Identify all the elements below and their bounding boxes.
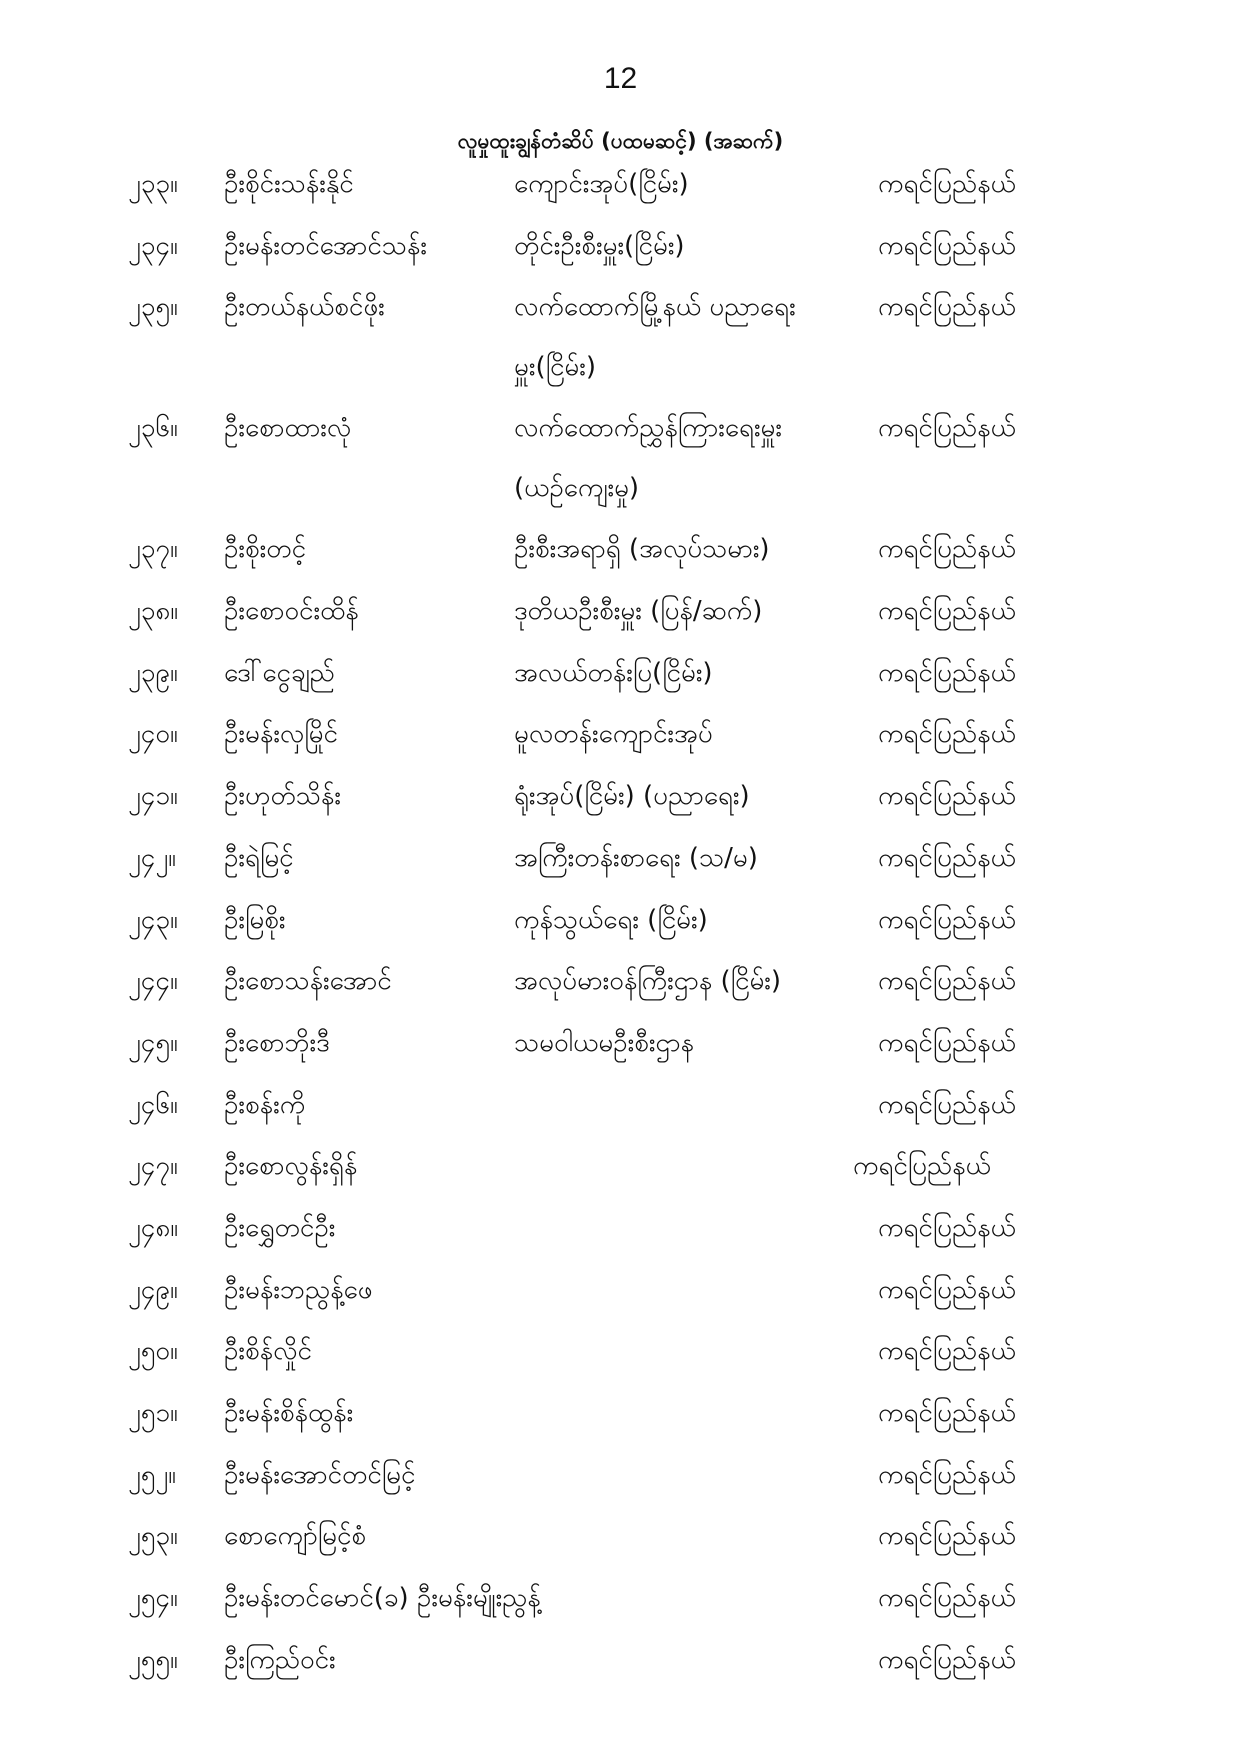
item-name: ဦးဟုတ်သိန်း bbox=[224, 781, 341, 812]
item-position: ကျောင်းအုပ်(ငြိမ်း) bbox=[514, 169, 689, 199]
list-item bbox=[0, 1451, 1241, 1513]
item-region: ကရင်ပြည်နယ် bbox=[878, 1521, 1016, 1552]
item-position: အကြီးတန်းစာရေး (သ/မ) bbox=[514, 842, 758, 873]
item-region: ကရင်ပြည်နယ် bbox=[878, 534, 1016, 565]
item-number: ၂၄၀။ bbox=[128, 719, 178, 750]
item-number: ၂၅၅။ bbox=[128, 1644, 178, 1675]
item-region: ကရင်ပြည်နယ် bbox=[878, 1336, 1016, 1367]
item-position: တိုင်းဦးစီးမှူး(ငြိမ်း) bbox=[514, 230, 685, 261]
item-name: ဦးစန်းကို bbox=[224, 1089, 306, 1120]
list-item bbox=[0, 957, 1241, 1019]
item-region: ကရင်ပြည်နယ် bbox=[878, 413, 1016, 444]
item-name: ဦးစောထားလုံ bbox=[224, 413, 352, 444]
list-item bbox=[0, 160, 1241, 222]
item-region: ကရင်ပြည်နယ် bbox=[878, 1644, 1016, 1675]
award-list bbox=[0, 160, 1241, 1697]
item-position: မူလတန်းကျောင်းအုပ် bbox=[514, 719, 713, 750]
item-position: ဒုတိယဦးစီးမှူး (ပြန်/ဆက်) bbox=[514, 596, 763, 627]
list-item bbox=[0, 772, 1241, 834]
item-name: ဒေါ်ငွေချည် bbox=[224, 657, 335, 688]
item-name: စောကျော်မြင့်စံ bbox=[224, 1521, 367, 1552]
item-region: ကရင်ပြည်နယ် bbox=[878, 1212, 1016, 1243]
list-item bbox=[0, 834, 1241, 896]
list-item bbox=[0, 649, 1241, 711]
item-region: ကရင်ပြည်နယ် bbox=[878, 966, 1016, 997]
item-number: ၂၄၆။ bbox=[128, 1089, 178, 1120]
item-number: ၂၅၀။ bbox=[128, 1336, 178, 1367]
list-item bbox=[0, 1636, 1241, 1698]
list-item bbox=[0, 1574, 1241, 1636]
item-region: ကရင်ပြည်နယ် bbox=[878, 1459, 1016, 1490]
item-number: ၂၃၆။ bbox=[128, 413, 178, 444]
item-position: လက်ထောက်ညွှန်ကြားရေးမှူး (ယဉ်ကျေးမှု) bbox=[514, 413, 782, 504]
item-number: ၂၄၄။ bbox=[128, 966, 178, 997]
item-position: ရုံးအုပ်(ငြိမ်း) (ပညာရေး) bbox=[514, 781, 750, 812]
list-item bbox=[0, 1081, 1241, 1143]
item-position: လက်ထောက်မြို့နယ် ပညာရေးမှူး(ငြိမ်း) bbox=[514, 292, 796, 383]
item-name: ဦးစောသန်းအောင် bbox=[224, 966, 392, 997]
item-number: ၂၄၈။ bbox=[128, 1212, 179, 1243]
item-name: ဦးစိုင်းသန်းနိုင် bbox=[224, 169, 354, 199]
item-name: ဦးမန်းစိန်ထွန်း bbox=[224, 1398, 354, 1428]
item-position: ဦးစီးအရာရှိ (အလုပ်သမား) bbox=[514, 534, 770, 565]
item-number: ၂၄၅။ bbox=[128, 1027, 178, 1058]
list-item bbox=[0, 222, 1241, 284]
page-number: 12 bbox=[603, 62, 638, 95]
item-number: ၂၃၅။ bbox=[128, 292, 178, 323]
list-item bbox=[0, 710, 1241, 772]
list-item bbox=[0, 1204, 1241, 1266]
item-region: ကရင်ပြည်နယ် bbox=[878, 1027, 1016, 1058]
item-name: ဦးမန်းတင်မောင်(ခ) ဦးမန်းမျိုးညွန့် bbox=[224, 1583, 541, 1614]
item-number: ၂၃၄။ bbox=[128, 230, 178, 261]
item-number: ၂၄၇။ bbox=[128, 1151, 178, 1182]
item-region: ကရင်ပြည်နယ် bbox=[878, 657, 1016, 688]
list-item bbox=[0, 1389, 1241, 1451]
item-name: ဦးမန်းဘညွန့်ဖေ bbox=[224, 1274, 373, 1305]
document-title: လူမှုထူးချွန်တံဆိပ် (ပထမဆင့်) (အဆက်) bbox=[457, 129, 784, 153]
item-name: ဦးစိုးတင့် bbox=[224, 534, 306, 565]
item-region: ကရင်ပြည်နယ် bbox=[878, 842, 1016, 873]
item-number: ၂၃၉။ bbox=[128, 657, 178, 688]
item-region: ကရင်ပြည်နယ် bbox=[878, 719, 1016, 750]
item-region: ကရင်ပြည်နယ် bbox=[853, 1151, 991, 1182]
item-number: ၂၃၃။ bbox=[128, 169, 178, 199]
item-name: ဦးစိန်လှိုင် bbox=[224, 1336, 312, 1367]
item-name: ဦးမန်းတင်အောင်သန်း bbox=[224, 230, 427, 261]
item-region: ကရင်ပြည်နယ် bbox=[878, 1089, 1016, 1120]
item-region: ကရင်ပြည်နယ် bbox=[878, 1274, 1016, 1305]
item-name: ဦးမန်းလှမြိုင် bbox=[224, 719, 338, 750]
item-name: ဦးရဲမြင့် bbox=[224, 842, 294, 873]
item-name: ဦးရွှေတင်ဦး bbox=[224, 1212, 336, 1243]
item-number: ၂၄၉။ bbox=[128, 1274, 178, 1305]
list-item bbox=[0, 1512, 1241, 1574]
list-item bbox=[0, 1142, 1241, 1204]
item-region: ကရင်ပြည်နယ် bbox=[878, 904, 1016, 935]
item-name: ဦးစောလွန်းရှိန် bbox=[224, 1151, 358, 1182]
item-number: ၂၅၂။ bbox=[128, 1459, 177, 1490]
item-name: ဦးစောဝင်းထိန် bbox=[224, 596, 359, 627]
item-position: အလုပ်မားဝန်ကြီးဌာန (ငြိမ်း) bbox=[514, 966, 782, 997]
item-number: ၂၄၃။ bbox=[128, 904, 178, 935]
item-region: ကရင်ပြည်နယ် bbox=[878, 781, 1016, 812]
item-name: ဦးမန်းအောင်တင်မြင့် bbox=[224, 1459, 416, 1490]
item-position: အလယ်တန်းပြ(ငြိမ်း) bbox=[514, 657, 713, 688]
item-name: ဦးတယ်နယ်စင်ဖိုး bbox=[224, 292, 385, 323]
list-item bbox=[0, 283, 1241, 404]
item-region: ကရင်ပြည်နယ် bbox=[878, 169, 1016, 199]
item-number: ၂၅၄။ bbox=[128, 1583, 178, 1614]
item-region: ကရင်ပြည်နယ် bbox=[878, 596, 1016, 627]
list-item bbox=[0, 587, 1241, 649]
list-item bbox=[0, 525, 1241, 587]
item-region: ကရင်ပြည်နယ် bbox=[878, 1398, 1016, 1428]
item-number: ၂၅၃။ bbox=[128, 1521, 178, 1552]
list-item bbox=[0, 896, 1241, 958]
item-region: ကရင်ပြည်နယ် bbox=[878, 292, 1016, 323]
item-region: ကရင်ပြည်နယ် bbox=[878, 230, 1016, 261]
item-region: ကရင်ပြည်နယ် bbox=[878, 1583, 1016, 1614]
item-number: ၂၃၈။ bbox=[128, 596, 179, 627]
item-number: ၂၄၁။ bbox=[128, 781, 178, 812]
list-item bbox=[0, 1266, 1241, 1328]
item-name: ဦးကြည်ဝင်း bbox=[224, 1644, 336, 1675]
item-number: ၂၅၁။ bbox=[128, 1398, 178, 1428]
list-item bbox=[0, 1327, 1241, 1389]
item-name: ဦးမြစိုး bbox=[224, 904, 286, 935]
list-item bbox=[0, 1019, 1241, 1081]
list-item bbox=[0, 404, 1241, 525]
item-position: သမဝါယမဦးစီးဌာန bbox=[514, 1027, 694, 1058]
item-number: ၂၃၇။ bbox=[128, 534, 178, 565]
item-position: ကုန်သွယ်ရေး (ငြိမ်း) bbox=[514, 904, 708, 935]
item-number: ၂၄၂။ bbox=[128, 842, 177, 873]
item-name: ဦးစောဘိုးဒီ bbox=[224, 1027, 330, 1058]
